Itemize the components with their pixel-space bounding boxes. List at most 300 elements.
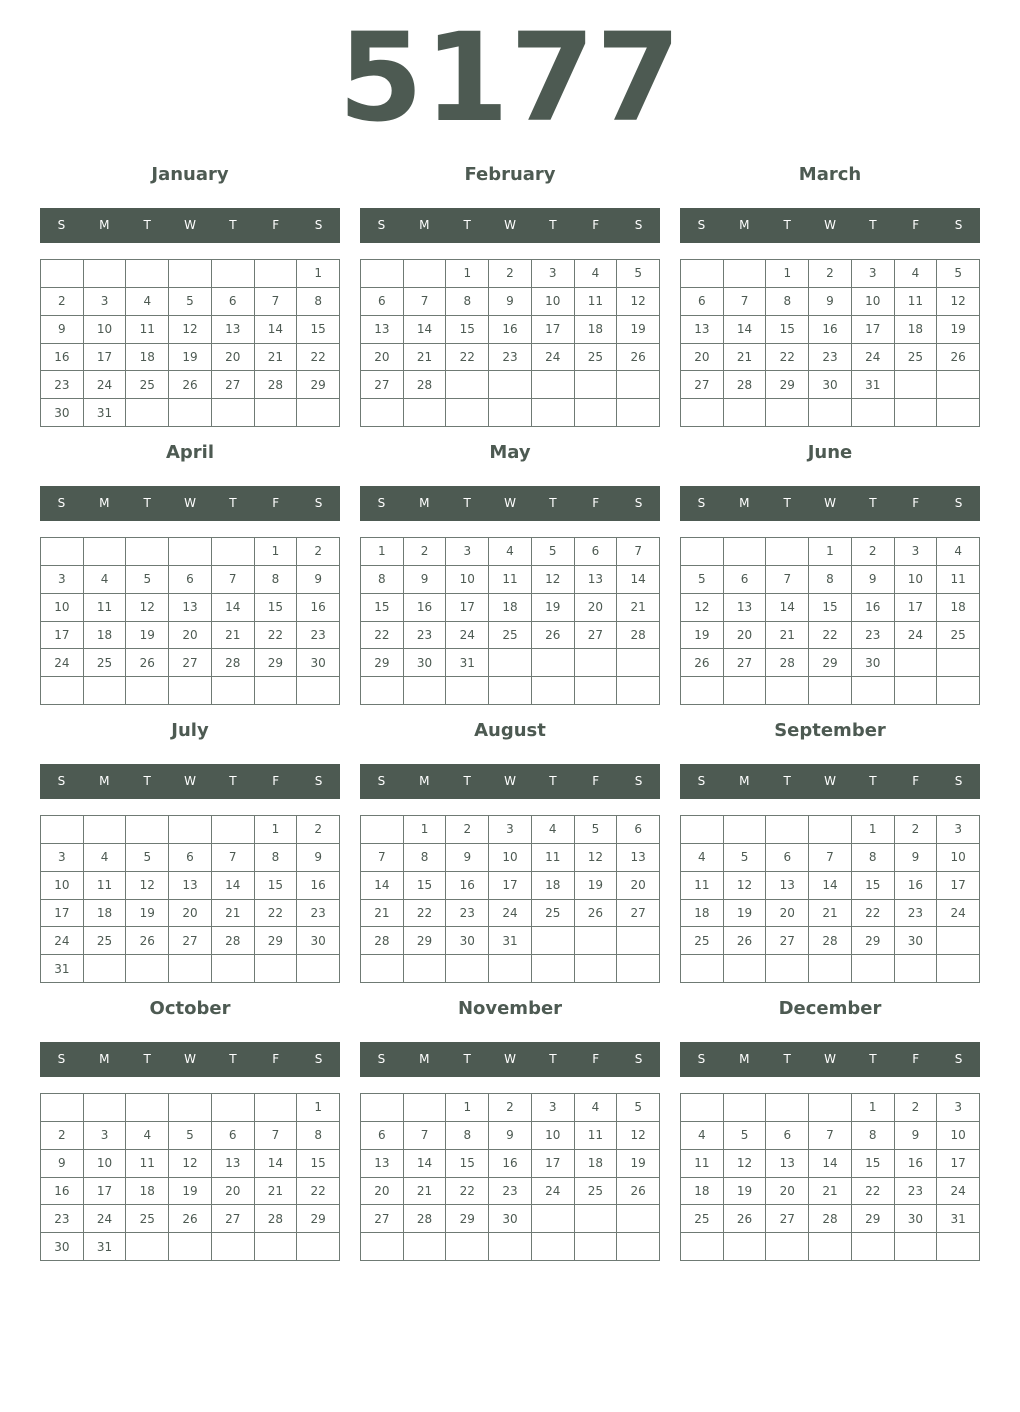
empty-day-cell [255, 677, 298, 705]
empty-day-cell [895, 399, 938, 427]
day-cell: 30 [895, 1205, 938, 1233]
day-cell: 3 [84, 288, 127, 316]
day-cell: 13 [361, 1150, 404, 1178]
weekday-label: T [869, 218, 877, 232]
day-cell: 6 [361, 288, 404, 316]
day-cell: 14 [766, 594, 809, 622]
empty-day-cell [617, 1233, 660, 1261]
day-cell: 25 [84, 649, 127, 677]
empty-day-cell [724, 260, 767, 288]
day-cell: 17 [41, 622, 84, 650]
month-july [40, 716, 340, 986]
weekday-label: T [783, 218, 791, 232]
day-cell: 23 [895, 900, 938, 928]
day-cell: 14 [255, 1150, 298, 1178]
weekday-label: F [592, 496, 600, 510]
day-cell: 5 [126, 844, 169, 872]
month-november [360, 994, 660, 1264]
empty-day-cell [575, 1205, 618, 1233]
weekday-header [40, 1042, 340, 1077]
day-cell: 3 [937, 1094, 980, 1122]
empty-day-cell [404, 260, 447, 288]
empty-day-cell [575, 399, 618, 427]
month-october [40, 994, 340, 1264]
day-cell: 11 [489, 566, 532, 594]
empty-day-cell [809, 1094, 852, 1122]
day-cell: 2 [446, 816, 489, 844]
empty-day-cell [617, 399, 660, 427]
weekday-label: T [783, 496, 791, 510]
day-cell: 14 [617, 566, 660, 594]
day-cell: 20 [766, 900, 809, 928]
day-cell: 31 [446, 649, 489, 677]
month-name: November [457, 998, 563, 1019]
day-cell: 2 [297, 816, 340, 844]
day-cell: 24 [41, 649, 84, 677]
weekday-label: M [99, 774, 110, 788]
empty-day-cell [41, 816, 84, 844]
month-name: September [774, 720, 886, 741]
day-cell: 21 [404, 1178, 447, 1206]
weekday-label: W [824, 496, 836, 510]
day-cell: 7 [724, 288, 767, 316]
empty-day-cell [41, 677, 84, 705]
day-cell: 17 [852, 316, 895, 344]
empty-day-cell [404, 1094, 447, 1122]
empty-day-cell [681, 677, 724, 705]
day-cell: 4 [532, 816, 575, 844]
day-cell: 17 [84, 344, 127, 372]
weekday-label: M [419, 496, 430, 510]
day-cell: 16 [446, 872, 489, 900]
weekday-label: M [739, 218, 750, 232]
day-grid [40, 259, 340, 427]
empty-day-cell [297, 399, 340, 427]
day-cell: 17 [489, 872, 532, 900]
empty-day-cell [724, 955, 767, 983]
empty-day-cell [446, 1233, 489, 1261]
day-cell: 13 [212, 1150, 255, 1178]
day-cell: 6 [766, 1122, 809, 1150]
day-cell: 19 [937, 316, 980, 344]
weekday-header [680, 1042, 980, 1077]
day-grid [360, 1093, 660, 1261]
day-cell: 13 [724, 594, 767, 622]
empty-day-cell [681, 399, 724, 427]
day-cell: 23 [852, 622, 895, 650]
day-cell: 1 [255, 538, 298, 566]
day-cell: 11 [84, 594, 127, 622]
empty-day-cell [297, 1233, 340, 1261]
weekday-label: T [143, 496, 151, 510]
empty-day-cell [404, 955, 447, 983]
empty-day-cell [126, 399, 169, 427]
day-cell: 14 [361, 872, 404, 900]
day-cell: 20 [212, 1178, 255, 1206]
month-december [680, 994, 980, 1264]
empty-day-cell [532, 1233, 575, 1261]
month-august [360, 716, 660, 986]
day-cell: 13 [575, 566, 618, 594]
weekday-label: S [634, 218, 643, 232]
day-cell: 1 [297, 1094, 340, 1122]
day-cell: 10 [84, 316, 127, 344]
empty-day-cell [724, 399, 767, 427]
day-cell: 17 [446, 594, 489, 622]
weekday-label: M [99, 496, 110, 510]
day-cell: 27 [724, 649, 767, 677]
day-cell: 13 [766, 872, 809, 900]
empty-day-cell [126, 1094, 169, 1122]
empty-day-cell [766, 816, 809, 844]
empty-day-cell [212, 260, 255, 288]
day-cell: 27 [212, 1205, 255, 1233]
empty-day-cell [84, 816, 127, 844]
day-cell: 8 [852, 1122, 895, 1150]
empty-day-cell [126, 538, 169, 566]
weekday-label: S [634, 496, 643, 510]
day-cell: 26 [532, 622, 575, 650]
empty-day-cell [937, 955, 980, 983]
day-cell: 17 [84, 1178, 127, 1206]
day-cell: 22 [446, 1178, 489, 1206]
day-cell: 5 [169, 288, 212, 316]
day-cell: 24 [852, 344, 895, 372]
weekday-label: W [184, 218, 196, 232]
day-cell: 8 [446, 1122, 489, 1150]
day-cell: 13 [212, 316, 255, 344]
day-cell: 30 [297, 927, 340, 955]
day-cell: 31 [84, 399, 127, 427]
day-cell: 12 [532, 566, 575, 594]
empty-day-cell [446, 677, 489, 705]
day-cell: 12 [724, 1150, 767, 1178]
month-name: July [171, 720, 209, 741]
day-cell: 21 [809, 1178, 852, 1206]
day-cell: 14 [404, 316, 447, 344]
empty-day-cell [681, 538, 724, 566]
empty-day-cell [766, 538, 809, 566]
day-cell: 21 [212, 622, 255, 650]
day-cell: 20 [575, 594, 618, 622]
day-cell: 11 [937, 566, 980, 594]
empty-day-cell [575, 955, 618, 983]
day-cell: 16 [489, 316, 532, 344]
day-cell: 18 [84, 900, 127, 928]
day-cell: 13 [617, 844, 660, 872]
day-cell: 9 [895, 1122, 938, 1150]
day-cell: 27 [361, 371, 404, 399]
day-cell: 11 [126, 1150, 169, 1178]
day-cell: 9 [41, 316, 84, 344]
day-cell: 21 [255, 344, 298, 372]
day-cell: 20 [617, 872, 660, 900]
day-cell: 16 [297, 594, 340, 622]
day-cell: 27 [766, 927, 809, 955]
day-cell: 14 [212, 872, 255, 900]
day-cell: 22 [766, 344, 809, 372]
day-cell: 16 [41, 344, 84, 372]
day-cell: 16 [809, 316, 852, 344]
weekday-label: W [184, 774, 196, 788]
day-cell: 14 [809, 872, 852, 900]
empty-day-cell [212, 538, 255, 566]
day-cell: 5 [575, 816, 618, 844]
empty-day-cell [937, 371, 980, 399]
day-cell: 15 [766, 316, 809, 344]
day-cell: 10 [41, 594, 84, 622]
day-cell: 1 [404, 816, 447, 844]
weekday-label: W [504, 1052, 516, 1066]
empty-day-cell [895, 955, 938, 983]
weekday-label: T [143, 218, 151, 232]
day-cell: 23 [895, 1178, 938, 1206]
weekday-label: W [184, 1052, 196, 1066]
day-cell: 21 [212, 900, 255, 928]
day-cell: 7 [212, 844, 255, 872]
empty-day-cell [84, 538, 127, 566]
day-cell: 10 [84, 1150, 127, 1178]
day-cell: 14 [404, 1150, 447, 1178]
day-cell: 25 [489, 622, 532, 650]
day-cell: 9 [895, 844, 938, 872]
day-cell: 10 [937, 844, 980, 872]
day-cell: 9 [489, 288, 532, 316]
empty-day-cell [489, 1233, 532, 1261]
day-grid [40, 1093, 340, 1261]
day-cell: 25 [126, 371, 169, 399]
empty-day-cell [212, 816, 255, 844]
day-cell: 20 [212, 344, 255, 372]
day-cell: 19 [126, 622, 169, 650]
day-cell: 24 [532, 1178, 575, 1206]
empty-day-cell [937, 1233, 980, 1261]
weekday-label: S [57, 774, 66, 788]
day-cell: 19 [617, 1150, 660, 1178]
weekday-label: S [954, 218, 963, 232]
weekday-label: M [99, 1052, 110, 1066]
day-cell: 23 [489, 344, 532, 372]
day-cell: 7 [404, 288, 447, 316]
day-cell: 27 [169, 927, 212, 955]
day-cell: 23 [41, 1205, 84, 1233]
empty-day-cell [489, 399, 532, 427]
day-cell: 17 [937, 1150, 980, 1178]
day-cell: 16 [297, 872, 340, 900]
day-cell: 8 [297, 1122, 340, 1150]
empty-day-cell [255, 399, 298, 427]
empty-day-cell [852, 955, 895, 983]
day-cell: 5 [617, 1094, 660, 1122]
day-cell: 10 [852, 288, 895, 316]
empty-day-cell [809, 955, 852, 983]
weekday-label: T [549, 496, 557, 510]
day-cell: 19 [169, 1178, 212, 1206]
day-cell: 23 [446, 900, 489, 928]
day-cell: 14 [809, 1150, 852, 1178]
weekday-label: M [99, 218, 110, 232]
day-cell: 30 [404, 649, 447, 677]
day-cell: 28 [212, 649, 255, 677]
day-cell: 6 [724, 566, 767, 594]
empty-day-cell [169, 538, 212, 566]
day-cell: 8 [852, 844, 895, 872]
day-cell: 10 [532, 1122, 575, 1150]
day-cell: 12 [126, 872, 169, 900]
day-cell: 26 [126, 927, 169, 955]
day-cell: 11 [681, 1150, 724, 1178]
weekday-label: S [314, 496, 323, 510]
day-cell: 23 [297, 900, 340, 928]
day-cell: 26 [681, 649, 724, 677]
weekday-label: S [377, 496, 386, 510]
day-cell: 24 [84, 1205, 127, 1233]
day-cell: 29 [852, 1205, 895, 1233]
weekday-label: W [504, 496, 516, 510]
day-cell: 14 [724, 316, 767, 344]
empty-day-cell [532, 927, 575, 955]
day-cell: 9 [404, 566, 447, 594]
empty-day-cell [532, 1205, 575, 1233]
day-cell: 31 [41, 955, 84, 983]
day-cell: 1 [255, 816, 298, 844]
weekday-label: F [912, 1052, 920, 1066]
weekday-label: S [954, 496, 963, 510]
empty-day-cell [724, 1094, 767, 1122]
day-cell: 9 [41, 1150, 84, 1178]
day-cell: 6 [361, 1122, 404, 1150]
day-cell: 20 [169, 622, 212, 650]
day-cell: 16 [489, 1150, 532, 1178]
day-cell: 12 [937, 288, 980, 316]
day-cell: 16 [404, 594, 447, 622]
empty-day-cell [489, 371, 532, 399]
day-cell: 9 [809, 288, 852, 316]
empty-day-cell [489, 649, 532, 677]
day-cell: 4 [681, 844, 724, 872]
day-cell: 13 [361, 316, 404, 344]
empty-day-cell [169, 1233, 212, 1261]
day-cell: 6 [617, 816, 660, 844]
day-cell: 5 [169, 1122, 212, 1150]
day-cell: 2 [809, 260, 852, 288]
day-cell: 15 [297, 316, 340, 344]
empty-day-cell [809, 677, 852, 705]
empty-day-cell [169, 399, 212, 427]
day-cell: 24 [446, 622, 489, 650]
empty-day-cell [809, 1233, 852, 1261]
empty-day-cell [852, 1233, 895, 1261]
empty-day-cell [212, 399, 255, 427]
month-name: February [464, 164, 556, 185]
day-cell: 31 [489, 927, 532, 955]
day-cell: 22 [297, 344, 340, 372]
empty-day-cell [575, 927, 618, 955]
empty-day-cell [681, 816, 724, 844]
day-cell: 12 [575, 844, 618, 872]
day-cell: 24 [84, 371, 127, 399]
day-cell: 4 [84, 566, 127, 594]
day-cell: 10 [937, 1122, 980, 1150]
day-cell: 19 [575, 872, 618, 900]
empty-day-cell [895, 1233, 938, 1261]
empty-day-cell [575, 1233, 618, 1261]
weekday-label: W [824, 218, 836, 232]
empty-day-cell [532, 399, 575, 427]
day-cell: 28 [212, 927, 255, 955]
day-cell: 15 [852, 872, 895, 900]
day-cell: 15 [446, 316, 489, 344]
weekday-header [360, 764, 660, 799]
weekday-label: M [419, 218, 430, 232]
weekday-label: W [504, 218, 516, 232]
weekday-header [40, 764, 340, 799]
empty-day-cell [937, 649, 980, 677]
day-cell: 12 [169, 1150, 212, 1178]
day-cell: 21 [724, 344, 767, 372]
weekday-label: W [824, 774, 836, 788]
day-cell: 11 [84, 872, 127, 900]
day-cell: 28 [361, 927, 404, 955]
day-cell: 21 [766, 622, 809, 650]
empty-day-cell [766, 677, 809, 705]
empty-day-cell [126, 816, 169, 844]
day-cell: 2 [41, 1122, 84, 1150]
day-cell: 22 [361, 622, 404, 650]
day-cell: 25 [895, 344, 938, 372]
day-cell: 4 [84, 844, 127, 872]
empty-day-cell [937, 399, 980, 427]
day-cell: 6 [169, 566, 212, 594]
weekday-label: T [869, 774, 877, 788]
day-cell: 4 [937, 538, 980, 566]
day-cell: 15 [852, 1150, 895, 1178]
weekday-label: S [57, 1052, 66, 1066]
day-cell: 18 [126, 344, 169, 372]
day-cell: 17 [937, 872, 980, 900]
empty-day-cell [809, 399, 852, 427]
empty-day-cell [212, 1094, 255, 1122]
weekday-label: T [549, 218, 557, 232]
day-cell: 26 [169, 1205, 212, 1233]
day-cell: 20 [724, 622, 767, 650]
month-name: March [798, 164, 862, 185]
day-cell: 29 [255, 927, 298, 955]
day-cell: 1 [766, 260, 809, 288]
day-cell: 7 [255, 1122, 298, 1150]
day-cell: 25 [532, 900, 575, 928]
day-cell: 29 [361, 649, 404, 677]
day-cell: 10 [41, 872, 84, 900]
day-cell: 24 [532, 344, 575, 372]
weekday-label: W [184, 496, 196, 510]
weekday-label: T [143, 774, 151, 788]
day-cell: 29 [809, 649, 852, 677]
empty-day-cell [404, 677, 447, 705]
day-cell: 27 [766, 1205, 809, 1233]
empty-day-cell [724, 816, 767, 844]
weekday-header [360, 486, 660, 521]
day-cell: 26 [724, 927, 767, 955]
empty-day-cell [169, 260, 212, 288]
day-cell: 25 [575, 344, 618, 372]
weekday-label: T [783, 774, 791, 788]
day-cell: 9 [852, 566, 895, 594]
day-grid [680, 1093, 980, 1261]
day-cell: 5 [681, 566, 724, 594]
day-cell: 12 [724, 872, 767, 900]
weekday-label: S [954, 774, 963, 788]
